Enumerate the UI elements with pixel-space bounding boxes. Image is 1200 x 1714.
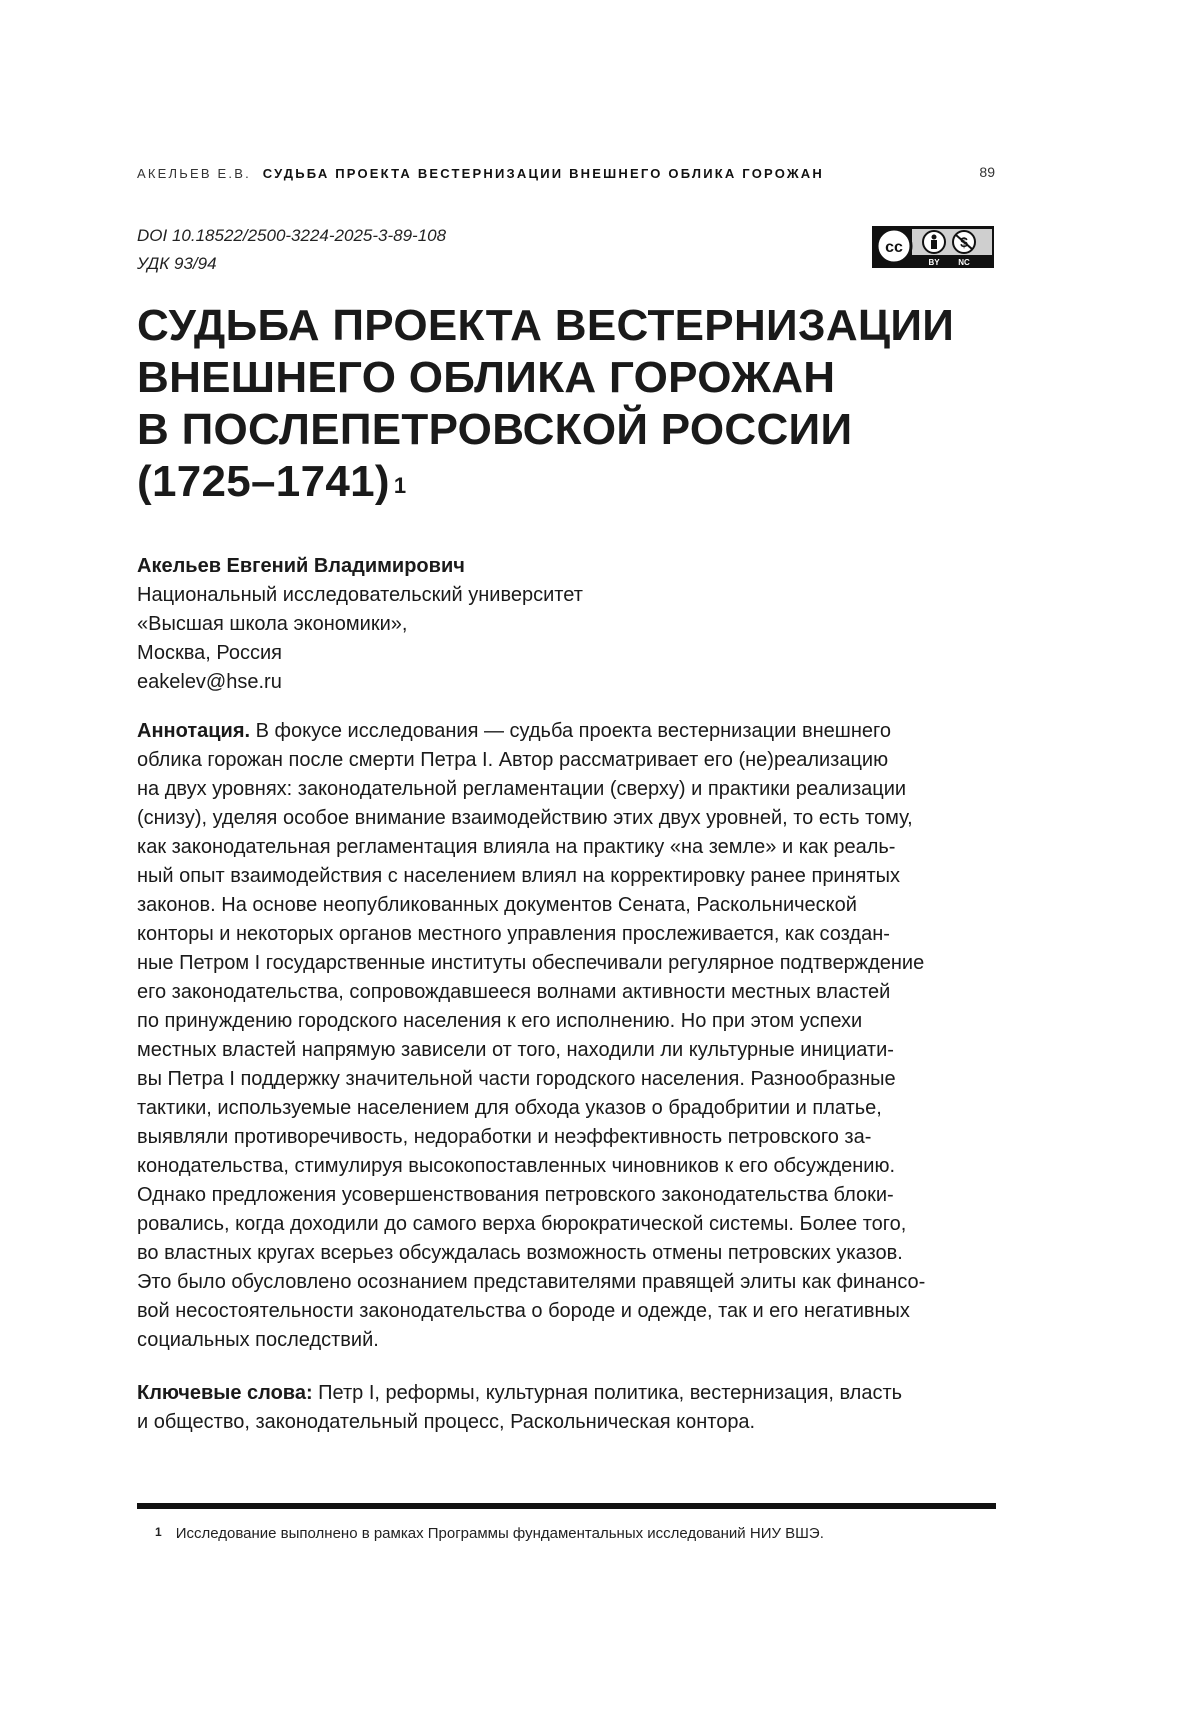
- title-line: СУДЬБА ПРОЕКТА ВЕСТЕРНИЗАЦИИ: [137, 300, 1037, 352]
- article-meta: [137, 222, 446, 278]
- footnote-mark: 1: [155, 1525, 162, 1539]
- title-line-last: [137, 456, 1037, 508]
- affiliation-line: Москва, Россия: [137, 639, 583, 668]
- keywords-line: [137, 1379, 997, 1408]
- by-label: BY: [928, 258, 940, 267]
- abstract-line: ровались, когда доходили до самого верха бюрократической системы. Более того,: [137, 1210, 997, 1239]
- abstract-line: на двух уровнях: законодательной регламентации (сверху) и практики реализации: [137, 775, 997, 804]
- abstract: [137, 717, 997, 1355]
- article-title: [137, 300, 1037, 508]
- abstract-line: как законодательная регламентация влияла на практику «на земле» и как реаль-: [137, 833, 997, 862]
- abstract-line: его законодательства, сопровождавшееся волнами активности местных властей: [137, 978, 997, 1007]
- keywords-line: и общество, законодательный процесс, Раскольническая контора.: [137, 1408, 997, 1437]
- author-name: Акельев Евгений Владимирович: [137, 552, 583, 581]
- abstract-line: облика горожан после смерти Петра I. Автор рассматривает его (не)реализацию: [137, 746, 997, 775]
- title-line: В ПОСЛЕПЕТРОВСКОЙ РОССИИ: [137, 404, 1037, 456]
- abstract-line: конодательства, стимулируя высокопоставленных чиновников к его обсуждению.: [137, 1152, 997, 1181]
- keywords-first-line: Петр I, реформы, культурная политика, вестернизация, власть: [313, 1382, 902, 1404]
- running-head-title: СУДЬБА ПРОЕКТА ВЕСТЕРНИЗАЦИИ ВНЕШНЕГО ОБЛИКА ГОРОЖАН: [263, 166, 824, 181]
- abstract-line: тактики, используемые населением для обхода указов о брадобритии и платье,: [137, 1094, 997, 1123]
- keywords: [137, 1379, 997, 1437]
- udk: УДК 93/94: [137, 250, 446, 278]
- footnote: [155, 1525, 824, 1542]
- author-email[interactable]: eakelev@hse.ru: [137, 668, 583, 697]
- author-block: [137, 552, 583, 697]
- abstract-label: Аннотация.: [137, 720, 250, 742]
- cc-icon-text: cc: [885, 239, 903, 256]
- abstract-line: вой несостоятельности законодательства о бороде и одежде, так и его негативных: [137, 1297, 997, 1326]
- footnote-text: Исследование выполнено в рамках Программы фундаментальных исследований НИУ ВШЭ.: [176, 1525, 824, 1542]
- abstract-line: во властных кругах всерьез обсуждалась возможность отмены петровских указов.: [137, 1239, 997, 1268]
- title-line-years: (1725–1741): [137, 457, 390, 506]
- abstract-line: ные Петром I государственные институты обеспечивали регулярное подтверждение: [137, 949, 997, 978]
- cc-license-graphic: [872, 226, 994, 268]
- journal-page: [0, 0, 1200, 1714]
- abstract-line: социальных последствий.: [137, 1326, 997, 1355]
- footnote-divider: [137, 1503, 996, 1509]
- keywords-label: Ключевые слова:: [137, 1382, 313, 1404]
- abstract-line: конторы и некоторых органов местного управления прослеживается, как создан-: [137, 920, 997, 949]
- doi: DOI 10.18522/2500-3224-2025-3-89-108: [137, 222, 446, 250]
- abstract-line: [137, 717, 997, 746]
- abstract-line: выявляли противоречивость, недоработки и неэффективность петровского за-: [137, 1123, 997, 1152]
- abstract-line: вы Петра I поддержку значительной части городского населения. Разнообразные: [137, 1065, 997, 1094]
- abstract-line: законов. На основе неопубликованных документов Сената, Раскольнической: [137, 891, 997, 920]
- affiliation-line: «Высшая школа экономики»,: [137, 610, 583, 639]
- affiliation-line: Национальный исследовательский университет: [137, 581, 583, 610]
- abstract-line: местных властей напрямую зависели от того, находили ли культурные инициати-: [137, 1036, 997, 1065]
- title-footnote-mark: 1: [394, 473, 407, 498]
- abstract-first-line: В фокусе исследования — судьба проекта вестернизации внешнего: [250, 720, 891, 742]
- running-head: [137, 166, 997, 181]
- abstract-line: ный опыт взаимодействия с населением влиял на корректировку ранее принятых: [137, 862, 997, 891]
- title-line: ВНЕШНЕГО ОБЛИКА ГОРОЖАН: [137, 352, 1037, 404]
- page-number: 89: [970, 164, 995, 180]
- abstract-line: (снизу), уделяя особое внимание взаимодействию этих двух уровней, то есть тому,: [137, 804, 997, 833]
- abstract-line: Это было обусловлено осознанием представителями правящей элиты как финансо-: [137, 1268, 997, 1297]
- cc-by-nc-license-icon: [872, 226, 994, 268]
- running-head-author: АКЕЛЬЕВ Е.В.: [137, 166, 251, 181]
- nc-label: NC: [958, 258, 970, 267]
- abstract-line: Однако предложения усовершенствования петровского законодательства блоки-: [137, 1181, 997, 1210]
- abstract-line: по принуждению городского населения к его исполнению. Но при этом успехи: [137, 1007, 997, 1036]
